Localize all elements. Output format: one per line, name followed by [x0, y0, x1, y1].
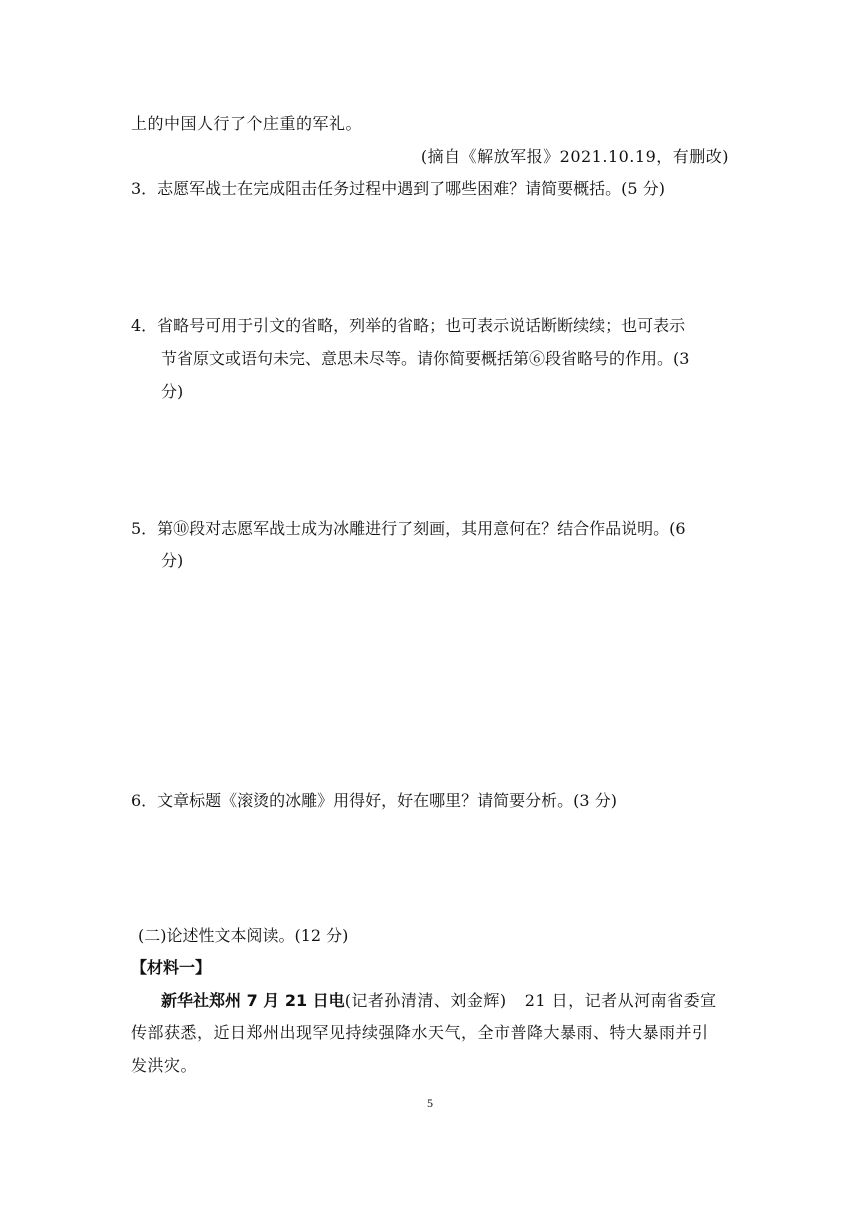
news-reporters: (记者孙清清、刘金辉): [344, 991, 507, 1010]
page-number: 5: [427, 1096, 433, 1110]
news-paragraph-line-2: 传部获悉，近日郑州出现罕见持续强降水天气，全市普降大暴雨、特大暴雨并引: [131, 1023, 709, 1042]
question-5-line-2: 分): [161, 551, 184, 570]
news-text-start: 21 日，记者从河南省委宣: [524, 991, 717, 1010]
news-paragraph-line-3: 发洪灾。: [131, 1056, 198, 1075]
news-paragraph-line-1: [161, 990, 717, 1012]
question-4-line-2: 节省原文或语句未完、意思未尽等。请你简要概括第⑥段省略号的作用。(3: [161, 349, 690, 368]
question-3: 3．志愿军战士在完成阻击任务过程中遇到了哪些困难？请简要概括。(5 分): [131, 179, 665, 198]
question-4-line-3: 分): [161, 382, 184, 401]
question-4-line-1: 4．省略号可用于引文的省略，列举的省略；也可表示说话断断续续；也可表示: [131, 316, 686, 335]
news-dateline: 新华社郑州 7 月 21 日电: [161, 991, 345, 1010]
passage-source: (摘自《解放军报》2021.10.19，有删改): [420, 147, 729, 166]
material-label: 【材料一】: [131, 958, 212, 977]
section-2-heading: (二)论述性文本阅读。(12 分): [138, 926, 349, 945]
question-5-line-1: 5．第⑩段对志愿军战士成为冰雕进行了刻画，其用意何在？结合作品说明。(6: [131, 519, 686, 538]
question-6: 6．文章标题《滚烫的冰雕》用得好，好在哪里？请简要分析。(3 分): [131, 791, 617, 810]
passage-closing-line: 上的中国人行了个庄重的军礼。: [131, 114, 363, 133]
